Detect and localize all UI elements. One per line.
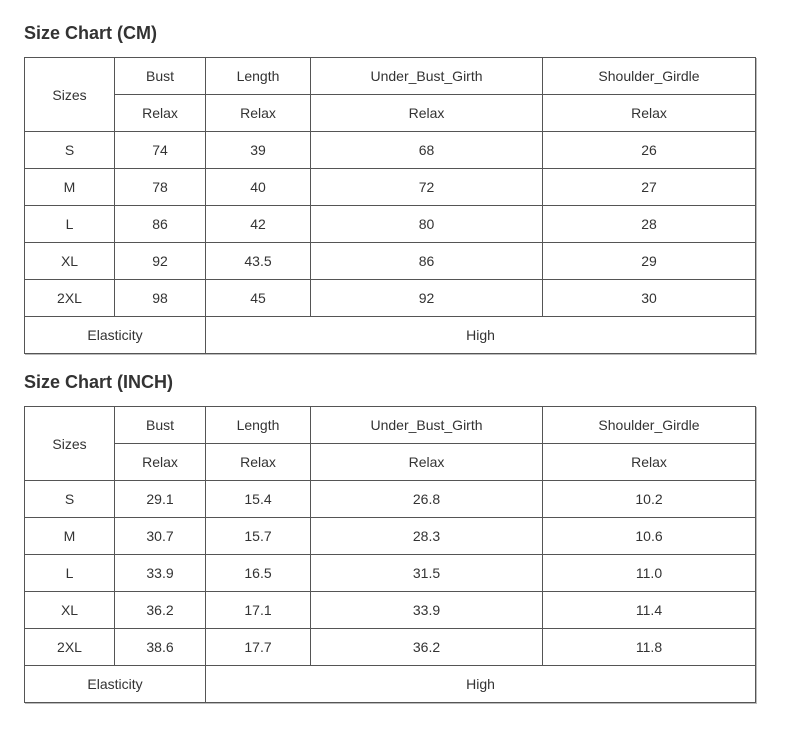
under-bust-girth-cell: 72 bbox=[311, 169, 543, 206]
fit-cell: Relax bbox=[206, 444, 311, 481]
bust-cell: 98 bbox=[115, 280, 206, 317]
under-bust-girth-cell: 92 bbox=[311, 280, 543, 317]
table-row bbox=[25, 518, 756, 555]
column-header-shoulder-girdle: Shoulder_Girdle bbox=[543, 58, 756, 95]
bust-cell: 38.6 bbox=[115, 629, 206, 666]
size-chart-inch-title: Size Chart (INCH) bbox=[24, 372, 174, 392]
under-bust-girth-cell: 26.8 bbox=[311, 481, 543, 518]
size-label-cell: XL bbox=[25, 592, 115, 629]
size-label-cell: L bbox=[25, 206, 115, 243]
size-label-cell: L bbox=[25, 555, 115, 592]
size-label-cell: M bbox=[25, 169, 115, 206]
length-cell: 42 bbox=[206, 206, 311, 243]
sizes-header: Sizes bbox=[25, 58, 115, 132]
elasticity-row bbox=[25, 666, 756, 703]
elasticity-value: High bbox=[206, 666, 756, 703]
length-cell: 15.4 bbox=[206, 481, 311, 518]
elasticity-label: Elasticity bbox=[25, 666, 206, 703]
shoulder-girdle-cell: 10.2 bbox=[543, 481, 756, 518]
shoulder-girdle-cell: 29 bbox=[543, 243, 756, 280]
length-cell: 43.5 bbox=[206, 243, 311, 280]
bust-cell: 36.2 bbox=[115, 592, 206, 629]
bust-cell: 33.9 bbox=[115, 555, 206, 592]
length-cell: 16.5 bbox=[206, 555, 311, 592]
bust-cell: 30.7 bbox=[115, 518, 206, 555]
table-row bbox=[25, 592, 756, 629]
shoulder-girdle-cell: 11.8 bbox=[543, 629, 756, 666]
fit-cell: Relax bbox=[543, 444, 756, 481]
fit-cell: Relax bbox=[206, 95, 311, 132]
shoulder-girdle-cell: 10.6 bbox=[543, 518, 756, 555]
fit-row bbox=[25, 444, 756, 481]
table-row bbox=[25, 280, 756, 317]
fit-cell: Relax bbox=[543, 95, 756, 132]
size-chart-cm-title: Size Chart (CM) bbox=[24, 23, 158, 43]
under-bust-girth-cell: 28.3 bbox=[311, 518, 543, 555]
bust-cell: 86 bbox=[115, 206, 206, 243]
shoulder-girdle-cell: 26 bbox=[543, 132, 756, 169]
table-row bbox=[25, 481, 756, 518]
column-header-length: Length bbox=[206, 407, 311, 444]
elasticity-value: High bbox=[206, 317, 756, 354]
length-cell: 17.1 bbox=[206, 592, 311, 629]
size-label-cell: 2XL bbox=[25, 280, 115, 317]
column-header-bust: Bust bbox=[115, 58, 206, 95]
table-row bbox=[25, 629, 756, 666]
under-bust-girth-cell: 33.9 bbox=[311, 592, 543, 629]
fit-cell: Relax bbox=[311, 444, 543, 481]
size-label-cell: 2XL bbox=[25, 629, 115, 666]
under-bust-girth-cell: 80 bbox=[311, 206, 543, 243]
size-label-cell: XL bbox=[25, 243, 115, 280]
elasticity-label: Elasticity bbox=[25, 317, 206, 354]
fit-cell: Relax bbox=[311, 95, 543, 132]
bust-cell: 78 bbox=[115, 169, 206, 206]
under-bust-girth-cell: 68 bbox=[311, 132, 543, 169]
size-label-cell: S bbox=[25, 481, 115, 518]
fit-cell: Relax bbox=[115, 444, 206, 481]
fit-row bbox=[25, 95, 756, 132]
table-row bbox=[25, 243, 756, 280]
table-row bbox=[25, 132, 756, 169]
shoulder-girdle-cell: 11.4 bbox=[543, 592, 756, 629]
header-row bbox=[25, 407, 756, 444]
bust-cell: 74 bbox=[115, 132, 206, 169]
column-header-bust: Bust bbox=[115, 407, 206, 444]
elasticity-row bbox=[25, 317, 756, 354]
table-row bbox=[25, 206, 756, 243]
column-header-under-bust-girth: Under_Bust_Girth bbox=[311, 407, 543, 444]
length-cell: 45 bbox=[206, 280, 311, 317]
shoulder-girdle-cell: 27 bbox=[543, 169, 756, 206]
size-chart-cm-table bbox=[24, 57, 756, 354]
under-bust-girth-cell: 36.2 bbox=[311, 629, 543, 666]
column-header-under-bust-girth: Under_Bust_Girth bbox=[311, 58, 543, 95]
sizes-header: Sizes bbox=[25, 407, 115, 481]
table-row bbox=[25, 555, 756, 592]
length-cell: 17.7 bbox=[206, 629, 311, 666]
shoulder-girdle-cell: 11.0 bbox=[543, 555, 756, 592]
size-label-cell: M bbox=[25, 518, 115, 555]
size-label-cell: S bbox=[25, 132, 115, 169]
shoulder-girdle-cell: 28 bbox=[543, 206, 756, 243]
bust-cell: 29.1 bbox=[115, 481, 206, 518]
shoulder-girdle-cell: 30 bbox=[543, 280, 756, 317]
column-header-length: Length bbox=[206, 58, 311, 95]
length-cell: 39 bbox=[206, 132, 311, 169]
bust-cell: 92 bbox=[115, 243, 206, 280]
under-bust-girth-cell: 86 bbox=[311, 243, 543, 280]
fit-cell: Relax bbox=[115, 95, 206, 132]
length-cell: 15.7 bbox=[206, 518, 311, 555]
column-header-shoulder-girdle: Shoulder_Girdle bbox=[543, 407, 756, 444]
table-row bbox=[25, 169, 756, 206]
under-bust-girth-cell: 31.5 bbox=[311, 555, 543, 592]
header-row bbox=[25, 58, 756, 95]
length-cell: 40 bbox=[206, 169, 311, 206]
size-chart-inch-table bbox=[24, 406, 756, 703]
